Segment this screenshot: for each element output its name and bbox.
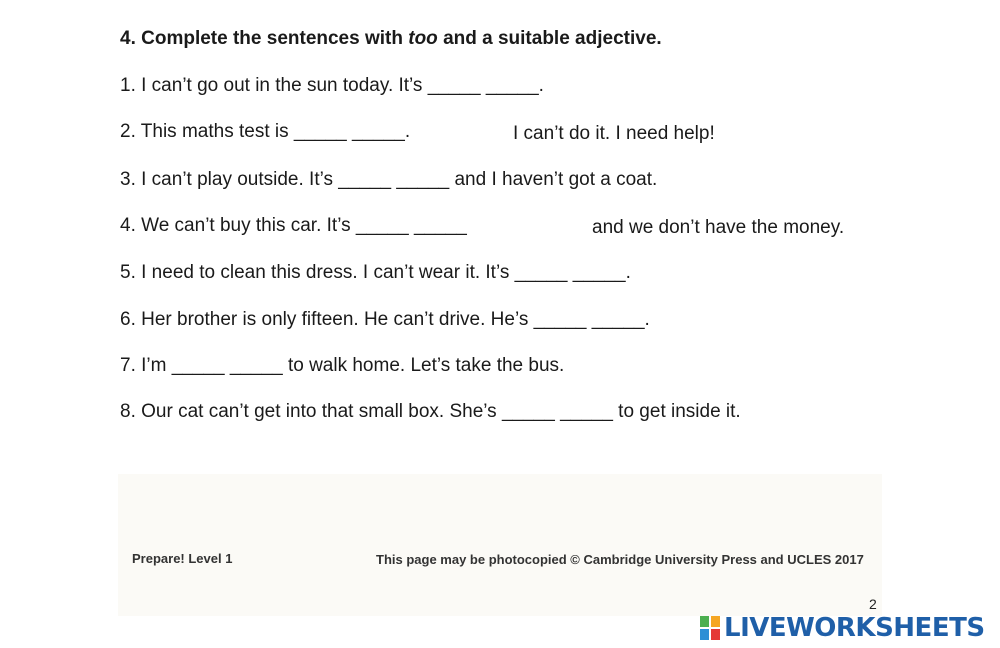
sentence-2-continuation: I can’t do it. I need help! — [513, 123, 715, 144]
sentence-7: 7. I’m _____ _____ to walk home. Let’s take the bus. — [120, 355, 565, 376]
page-number: 2 — [869, 596, 877, 612]
sentence-1: 1. I can’t go out in the sun today. It’s _____ _____. — [120, 75, 544, 96]
logo-text: LIVEWORKSHEETS — [724, 613, 985, 643]
sentence-8: 8. Our cat can’t get into that small box. She’s _____ _____ to get inside it. — [120, 401, 741, 422]
sentence-4-continuation: and we don’t have the money. — [592, 217, 845, 238]
footer-copyright: This page may be photocopied © Cambridge University Press and UCLES 2017 — [376, 552, 864, 567]
footer-level: Prepare! Level 1 — [132, 551, 233, 566]
sentence-4: 4. We can’t buy this car. It’s _____ _____ — [120, 215, 467, 236]
live-blocks-icon — [700, 616, 720, 640]
liveworksheets-logo[interactable] — [700, 614, 985, 642]
sentence-5: 5. I need to clean this dress. I can’t wear it. It’s _____ _____. — [120, 262, 631, 283]
sentence-3: 3. I can’t play outside. It’s _____ _____ and I haven’t got a coat. — [120, 169, 658, 190]
sentence-6: 6. Her brother is only fifteen. He can’t drive. He’s _____ _____. — [120, 309, 650, 330]
sentence-2: 2. This maths test is _____ _____. — [120, 121, 411, 142]
footer-band — [118, 474, 882, 616]
exercise-heading: 4. Complete the sentences with too and a suitable adjective. — [120, 28, 662, 49]
heading-emphasis: too — [408, 28, 438, 49]
